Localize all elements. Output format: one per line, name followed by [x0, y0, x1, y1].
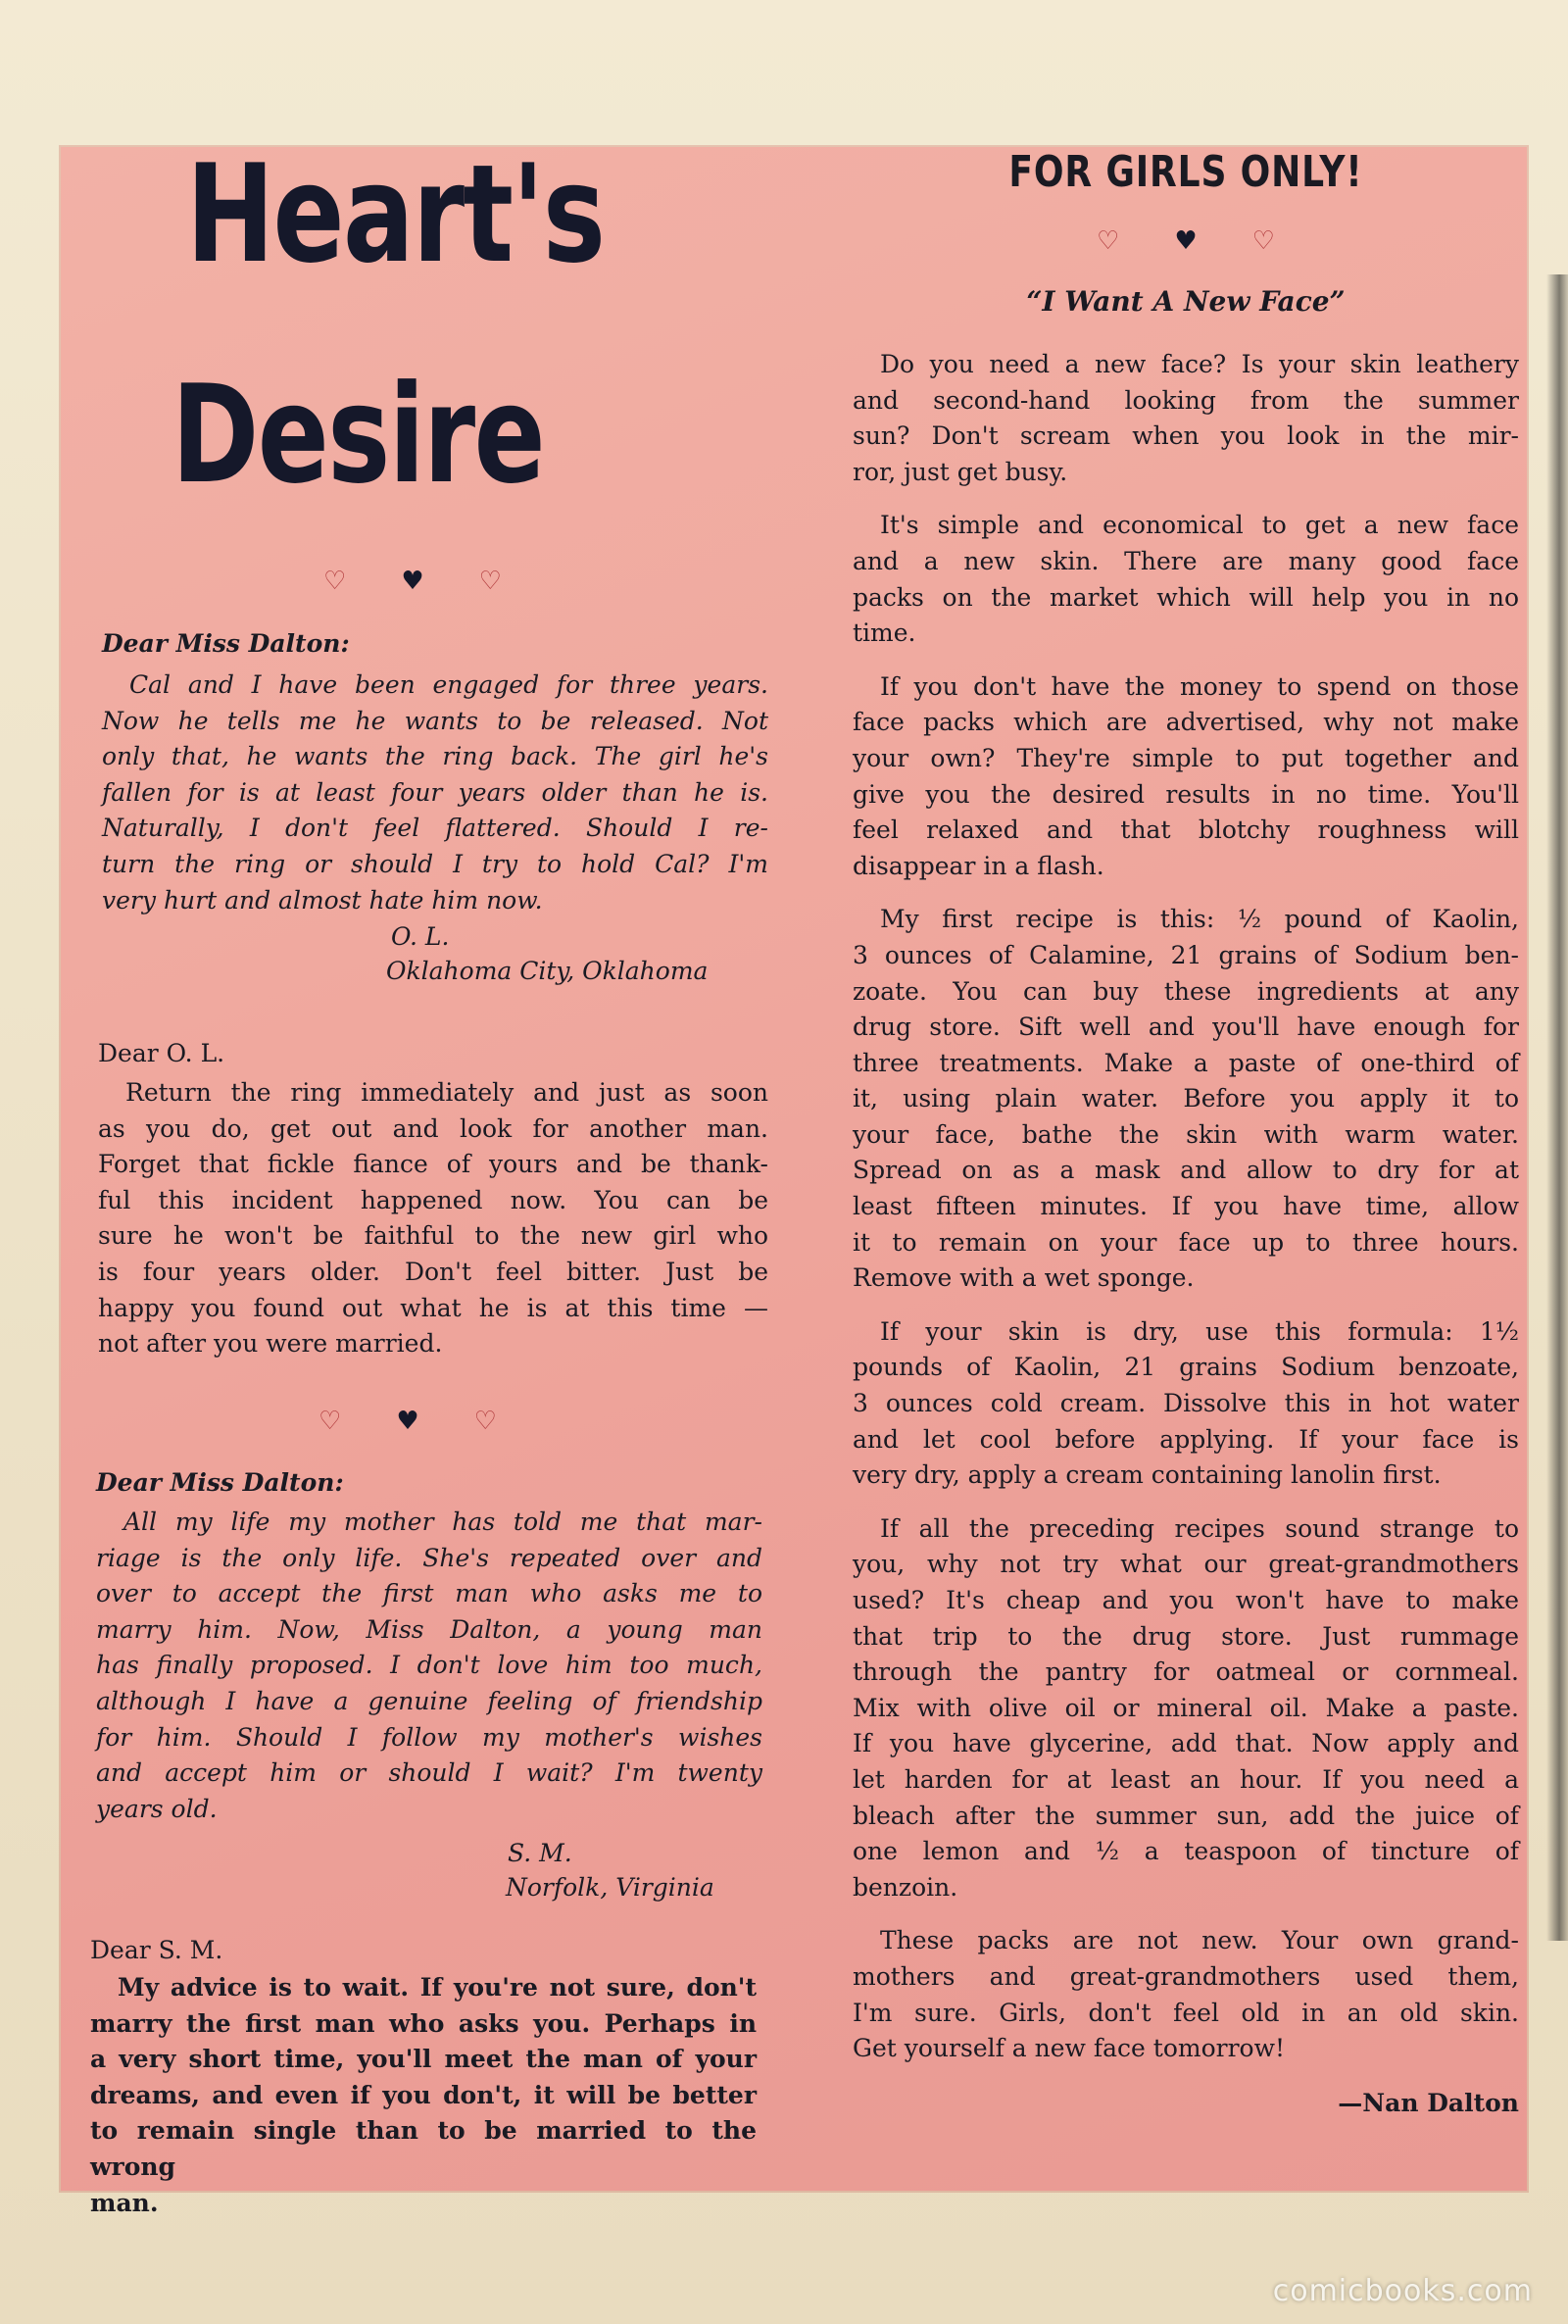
letter-1-line: turn the ring or should I try to hold Cal? I'm [102, 849, 768, 878]
article-line: you, why not try what our great-grandmothers [853, 1550, 1519, 1579]
reply-2-salutation: Dear S. M. [90, 1936, 223, 1964]
reply-1-line: Return the ring immediately and just as soon [125, 1078, 768, 1107]
letter-1-line: Naturally, I don't feel flattered. Should I re- [102, 814, 768, 843]
page-edge-shadow [1546, 274, 1568, 1941]
ornament-hearts [853, 226, 1519, 256]
article-subtitle: “I Want A New Face” [1026, 285, 1346, 318]
article-line: Remove with a wet sponge. [853, 1263, 1195, 1293]
letter-1-line: fallen for is at least four years older than he is. [102, 777, 768, 807]
letter-1-line: only that, he wants the ring back. The girl he's [102, 742, 768, 771]
ornament-hearts [318, 1407, 497, 1436]
article-line: face packs which are advertised, why not make [853, 708, 1519, 737]
reply-2-line: dreams, and even if you don't, it will be better [90, 2080, 757, 2109]
letter-2-line: for him. Should I follow my mother's wishes [96, 1722, 762, 1752]
letter-1-line: Cal and I have been engaged for three years. [129, 670, 768, 699]
letter-2-line: and accept him or should I wait? I'm twenty [96, 1758, 762, 1788]
letter-2-location: Norfolk, Virginia [506, 1873, 714, 1903]
article-line: zoate. You can buy these ingredients at any [853, 976, 1519, 1006]
article-line: it to remain on your face up to three hours. [853, 1227, 1519, 1257]
reply-2-line: a very short time, you'll meet the man of your [90, 2045, 757, 2074]
reply-1-line: is four years older. Don't feel bitter. Just be [98, 1257, 768, 1286]
heart-outline-icon: ♡ [1251, 226, 1275, 256]
letter-1-salutation: Dear Miss Dalton: [102, 629, 350, 658]
article-line: My first recipe is this: ½ pound of Kaolin, [880, 905, 1519, 934]
article-line: ror, just get busy. [853, 457, 1068, 486]
article-line: and a new skin. There are many good face [853, 546, 1519, 575]
letter-1-location: Oklahoma City, Oklahoma [386, 957, 709, 986]
article-paragraph [853, 1923, 1519, 2066]
letter-2-line: marry him. Now, Miss Dalton, a young man [96, 1614, 762, 1644]
article-line: very dry, apply a cream containing lanolin first. [853, 1460, 1442, 1490]
article-byline: —Nan Dalton [1338, 2088, 1519, 2117]
article-line: your face, bathe the skin with warm water. [853, 1119, 1519, 1149]
article-line: one lemon and ½ a teaspoon of tincture of [853, 1837, 1519, 1866]
reply-1-body [98, 1075, 768, 1362]
letter-2-line: riage is the only life. She's repeated over and [96, 1543, 762, 1572]
article-paragraph [853, 508, 1519, 651]
article-line: three treatments. Make a paste of one-third of [853, 1048, 1519, 1077]
heart-outline-icon: ♡ [1097, 226, 1120, 256]
article-line: sun? Don't scream when you look in the mir- [853, 421, 1519, 451]
article-line: disappear in a flash. [853, 851, 1104, 880]
reply-1-line: happy you found out what he is at this time — [98, 1293, 768, 1322]
article-line: through the pantry for oatmeal or cornmeal. [853, 1657, 1519, 1687]
reply-2 [90, 1936, 757, 2221]
title-desire: Desire [172, 356, 545, 514]
article-line: If all the preceding recipes sound strange to [880, 1513, 1519, 1543]
article-line: Get yourself a new face tomorrow! [853, 2034, 1286, 2063]
heart-outline-icon: ♡ [473, 1407, 497, 1436]
article-line: benzoin. [853, 1872, 958, 1902]
ornament-hearts [323, 567, 502, 596]
letter-1-line: Now he tells me he wants to be released. Not [102, 706, 768, 735]
article-paragraph [853, 1511, 1519, 1906]
reply-1-salutation: Dear O. L. [98, 1039, 225, 1067]
article-line: packs on the market which will help you in no [853, 582, 1519, 612]
letter-2 [96, 1468, 762, 1902]
reply-1-line: as you do, get out and look for another man. [98, 1113, 768, 1143]
reply-2-line: My advice is to wait. If you're not sure, don't [118, 1973, 757, 2002]
letter-2-line: has finally proposed. I don't love him too much, [96, 1651, 762, 1680]
article-line: that trip to the drug store. Just rummage [853, 1621, 1519, 1651]
article-line: mothers and great-grandmothers used them, [853, 1961, 1519, 1991]
article-line: feel relaxed and that blotchy roughness will [853, 816, 1519, 845]
article-line: least fifteen minutes. If you have time, allow [853, 1192, 1519, 1221]
article-line: Do you need a new face? Is your skin leathery [880, 350, 1519, 378]
letter-2-line: over to accept the first man who asks me to [96, 1579, 762, 1608]
article-line: If your skin is dry, use this formula: 1½ [880, 1316, 1519, 1346]
reply-1-line: not after you were married. [98, 1329, 443, 1359]
letter-1-initials: O. L. [391, 922, 450, 952]
reply-2-body [90, 1970, 757, 2221]
letter-2-salutation: Dear Miss Dalton: [96, 1468, 344, 1497]
heart-outline-icon: ♡ [318, 1407, 342, 1436]
article-line: Mix with olive oil or mineral oil. Make a paste. [853, 1693, 1519, 1722]
article-line: If you don't have the money to spend on those [880, 671, 1519, 701]
article-line: let harden for at least an hour. If you need a [853, 1764, 1519, 1794]
article-line: pounds of Kaolin, 21 grains Sodium benzoate, [853, 1353, 1519, 1382]
article-line: Spread on as a mask and allow to dry for at [853, 1156, 1519, 1185]
article-line: your own? They're simple to put together and [853, 743, 1519, 772]
reply-2-line: man. [90, 2188, 159, 2217]
letter-2-line: All my life my mother has told me that mar- [123, 1508, 762, 1536]
letter-2-line: years old. [96, 1794, 218, 1823]
reply-2-line: marry the first man who asks you. Perhaps in [90, 2008, 757, 2038]
article-line: drug store. Sift well and you'll have enough for [853, 1013, 1519, 1042]
reply-1 [98, 1039, 768, 1362]
reply-1-line: Forget that fickle fiance of yours and be thank- [98, 1150, 768, 1179]
letter-2-line: although I have a genuine feeling of friendship [96, 1686, 762, 1715]
heart-solid-icon: ♥ [396, 1407, 419, 1436]
article-line: it, using plain water. Before you apply it to [853, 1084, 1519, 1113]
letter-2-initials: S. M. [508, 1839, 572, 1868]
article-line: 3 ounces of Calamine, 21 grains of Sodium ben- [853, 940, 1519, 969]
letter-2-body [96, 1505, 762, 1827]
heart-solid-icon: ♥ [401, 567, 424, 596]
article-paragraph [853, 669, 1519, 885]
title-hearts: Heart's [186, 135, 605, 293]
heart-outline-icon: ♡ [478, 567, 502, 596]
article-line: 3 ounces cold cream. Dissolve this in hot water [853, 1389, 1519, 1418]
article-line: give you the desired results in no time. You'll [853, 779, 1519, 809]
reply-2-line: to remain single than to be married to the wrong [90, 2116, 757, 2181]
article-line: used? It's cheap and you won't have to make [853, 1586, 1519, 1614]
article-line: bleach after the summer sun, add the juice of [853, 1801, 1519, 1830]
section-title: FOR GIRLS ONLY! [1008, 147, 1363, 197]
heart-outline-icon: ♡ [323, 567, 347, 596]
reply-1-line: sure he won't be faithful to the new girl who [98, 1221, 768, 1251]
letter-1-line: very hurt and almost hate him now. [102, 885, 543, 915]
article-line: and second-hand looking from the summer [853, 385, 1519, 415]
article-paragraph [853, 1314, 1519, 1494]
article-line: It's simple and economical to get a new face [880, 511, 1519, 540]
letter-1-body [102, 668, 768, 918]
reply-1-line: ful this incident happened now. You can be [98, 1185, 768, 1214]
article-line: If you have glycerine, add that. Now apply and [853, 1729, 1519, 1758]
article-line: I'm sure. Girls, don't feel old in an old skin. [853, 1998, 1519, 2027]
article-line: These packs are not new. Your own grand- [880, 1926, 1519, 1955]
watermark: comicbooks.com [1272, 2274, 1533, 2308]
article-paragraph [853, 902, 1519, 1297]
article-body [853, 347, 1519, 2067]
article-line: time. [853, 618, 916, 648]
article-paragraph [853, 347, 1519, 490]
letter-1 [102, 629, 768, 985]
right-column [853, 147, 1519, 2117]
heart-solid-icon: ♥ [1174, 226, 1198, 256]
article-line: and let cool before applying. If your face is [853, 1424, 1519, 1454]
